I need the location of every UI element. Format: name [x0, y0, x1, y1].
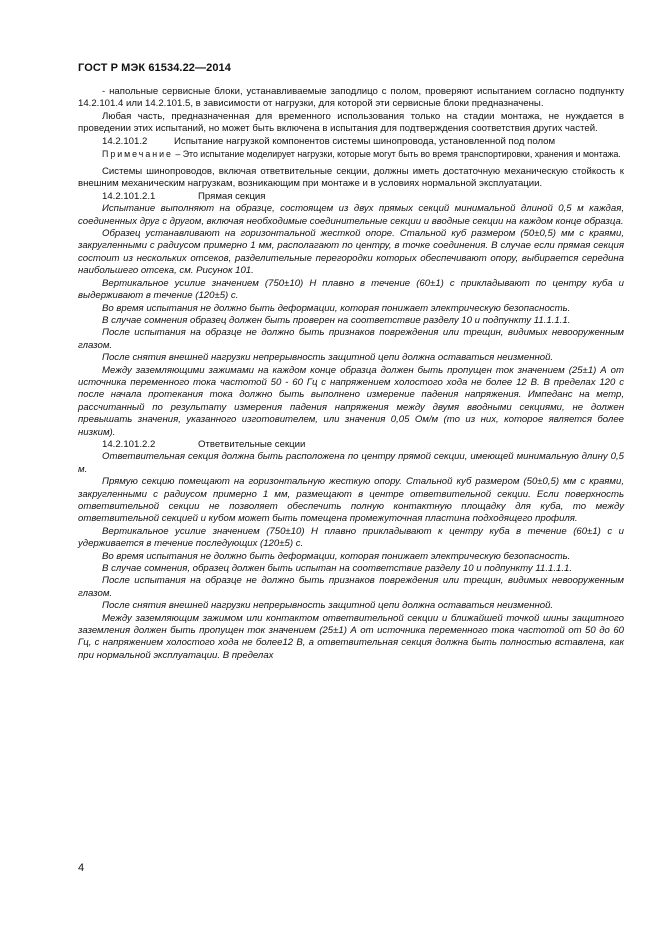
paragraph: В случае сомнения, образец должен быть испытан на соответствие разделу 10 и подпункту 11.1.1.1. [102, 563, 572, 575]
paragraph: В случае сомнения образец должен быть проверен на соответствие разделу 10 и подпункту 11.1.1.1. [102, 314, 571, 326]
paragraph: Прямую секцию помещают на горизонтальную жесткую опору. Стальной куб размером (50±0,5) мм с краями, закругленными с радиусом примерно 1 мм, размещают в центре ответвительной секции. Если поверхность ответвительной секции не позволяет обеспечить полную контактную площадку для куба, то между ответвительной секцией и кубом может быть помещена промежуточная пластина подходящего профиля. [78, 476, 624, 525]
section-title: Ответвительные секции [198, 438, 306, 450]
section-title: Прямая секция [198, 190, 266, 202]
paragraph: Между заземляющим зажимом или контактом ответвительной секции и ближайшей точкой шины защитного заземления должен быть пропущен ток значением (25±1) А от источника переменного тока частотой от 50 до 60 Гц, с напряжением холостого хода не более12 В, а ответвительная секция должна быть полностью вставлена, как при нормальной эксплуатации. В пределах [78, 612, 624, 661]
section-title: Испытание нагрузкой компонентов системы шинопровода, установленной под полом [174, 135, 556, 147]
paragraph: - напольные сервисные блоки, устанавливаемые заподлицо с полом, проверяют испытанием согласно подпункту 14.2.101.4 или 14.2.101.5, в зависимости от нагрузки, для которой эти сервисные блоки предназначены. [78, 86, 624, 110]
paragraph: Образец устанавливают на горизонтальной жесткой опоре. Стальной куб размером (50±0,5) мм с краями, закругленными с радиусом примерно 1 мм, располагают по центру, в точке соединения. В случае если прямая секция состоит из нескольких отсеков, разделительные перегородки которых обеспечивают опору, выбирается середина наибольшего отсека, см. Рисунок 101. [78, 228, 624, 277]
section-heading [78, 191, 624, 203]
page-number: 4 [78, 862, 85, 874]
note [78, 148, 624, 160]
paragraph: Вертикальное усилие значением (750±10) Н плавно в течение (60±1) с прикладывают по центру куба и выдерживают в течение (120±5) с. [78, 277, 624, 302]
paragraph: Любая часть, предназначенная для временного использования только на стадии монтажа, не нуждается в проведении этих испытаний, но может быть включена в испытания для подтверждения соответствия других частей. [78, 110, 624, 135]
paragraph: Во время испытания не должно быть деформации, которая понижает электрическую безопасность. [102, 550, 571, 562]
paragraph: Между заземляющими зажимами на каждом конце образца должен быть пропущен ток значением (25±1) А от источника переменного тока частотой 50 - 60 Гц с напряжением холостого хода не более 12 В. В пределах 120 с после начала протекания тока должно быть выполнено измерение падения напряжения. Импеданс на метр, рассчитанный по результату измерения падения напряжения между двумя вводными секциями, не должен превышать значения, указанного изготовителем, или значения 0,05 Ом/м (то из них, которое является более низким). [78, 364, 624, 438]
paragraph: Испытание выполняют на образце, состоящем из двух прямых секций минимальной длиной 0,5 м каждая, соединенных друг с другом, включая необходимые соединительные секции и вводные секции на каждом конце образца. [78, 203, 624, 227]
section-number: 14.2.101.2 [102, 135, 148, 147]
paragraph: После снятия внешней нагрузки непрерывность защитной цепи должна оставаться неизменной. [102, 600, 554, 612]
section-heading [78, 136, 624, 148]
paragraph: Вертикальное усилие значением (750±10) Н плавно прикладывают к центру куба в течение (60±1) с и удерживается в течение последующих (120±5) с. [78, 525, 624, 550]
paragraph: После испытания на образце не должно быть признаков повреждения или трещин, видимых невооруженным глазом. [78, 327, 624, 351]
document-body [78, 86, 624, 662]
paragraph: После снятия внешней нагрузки непрерывность защитной цепи должна оставаться неизменной. [102, 352, 554, 364]
paragraph: Ответвительная секция должна быть расположена по центру прямой секции, имеющей минимальную длину 0,5 м. [78, 451, 624, 475]
section-heading [78, 439, 624, 451]
paragraph: Системы шинопроводов, включая ответвительные секции, должны иметь достаточную механическую стойкость к внешним механическим нагрузкам, возникающим при монтаже и в условиях нормальной эксплуатации. [78, 166, 624, 190]
standard-header: ГОСТ Р МЭК 61534.22—2014 [78, 62, 231, 74]
note-label: Примечание [102, 149, 173, 160]
section-number: 14.2.101.2.1 [102, 190, 156, 202]
section-number: 14.2.101.2.2 [102, 438, 156, 450]
paragraph: Во время испытания не должно быть деформации, которая понижает электрическую безопасность. [102, 302, 571, 314]
note-text: – Это испытание моделирует нагрузки, которые могут быть во время транспортировки, хранения и монтажа. [172, 149, 621, 160]
paragraph: После испытания на образце не должно быть признаков повреждения или трещин, видимых невооруженным глазом. [78, 575, 624, 599]
